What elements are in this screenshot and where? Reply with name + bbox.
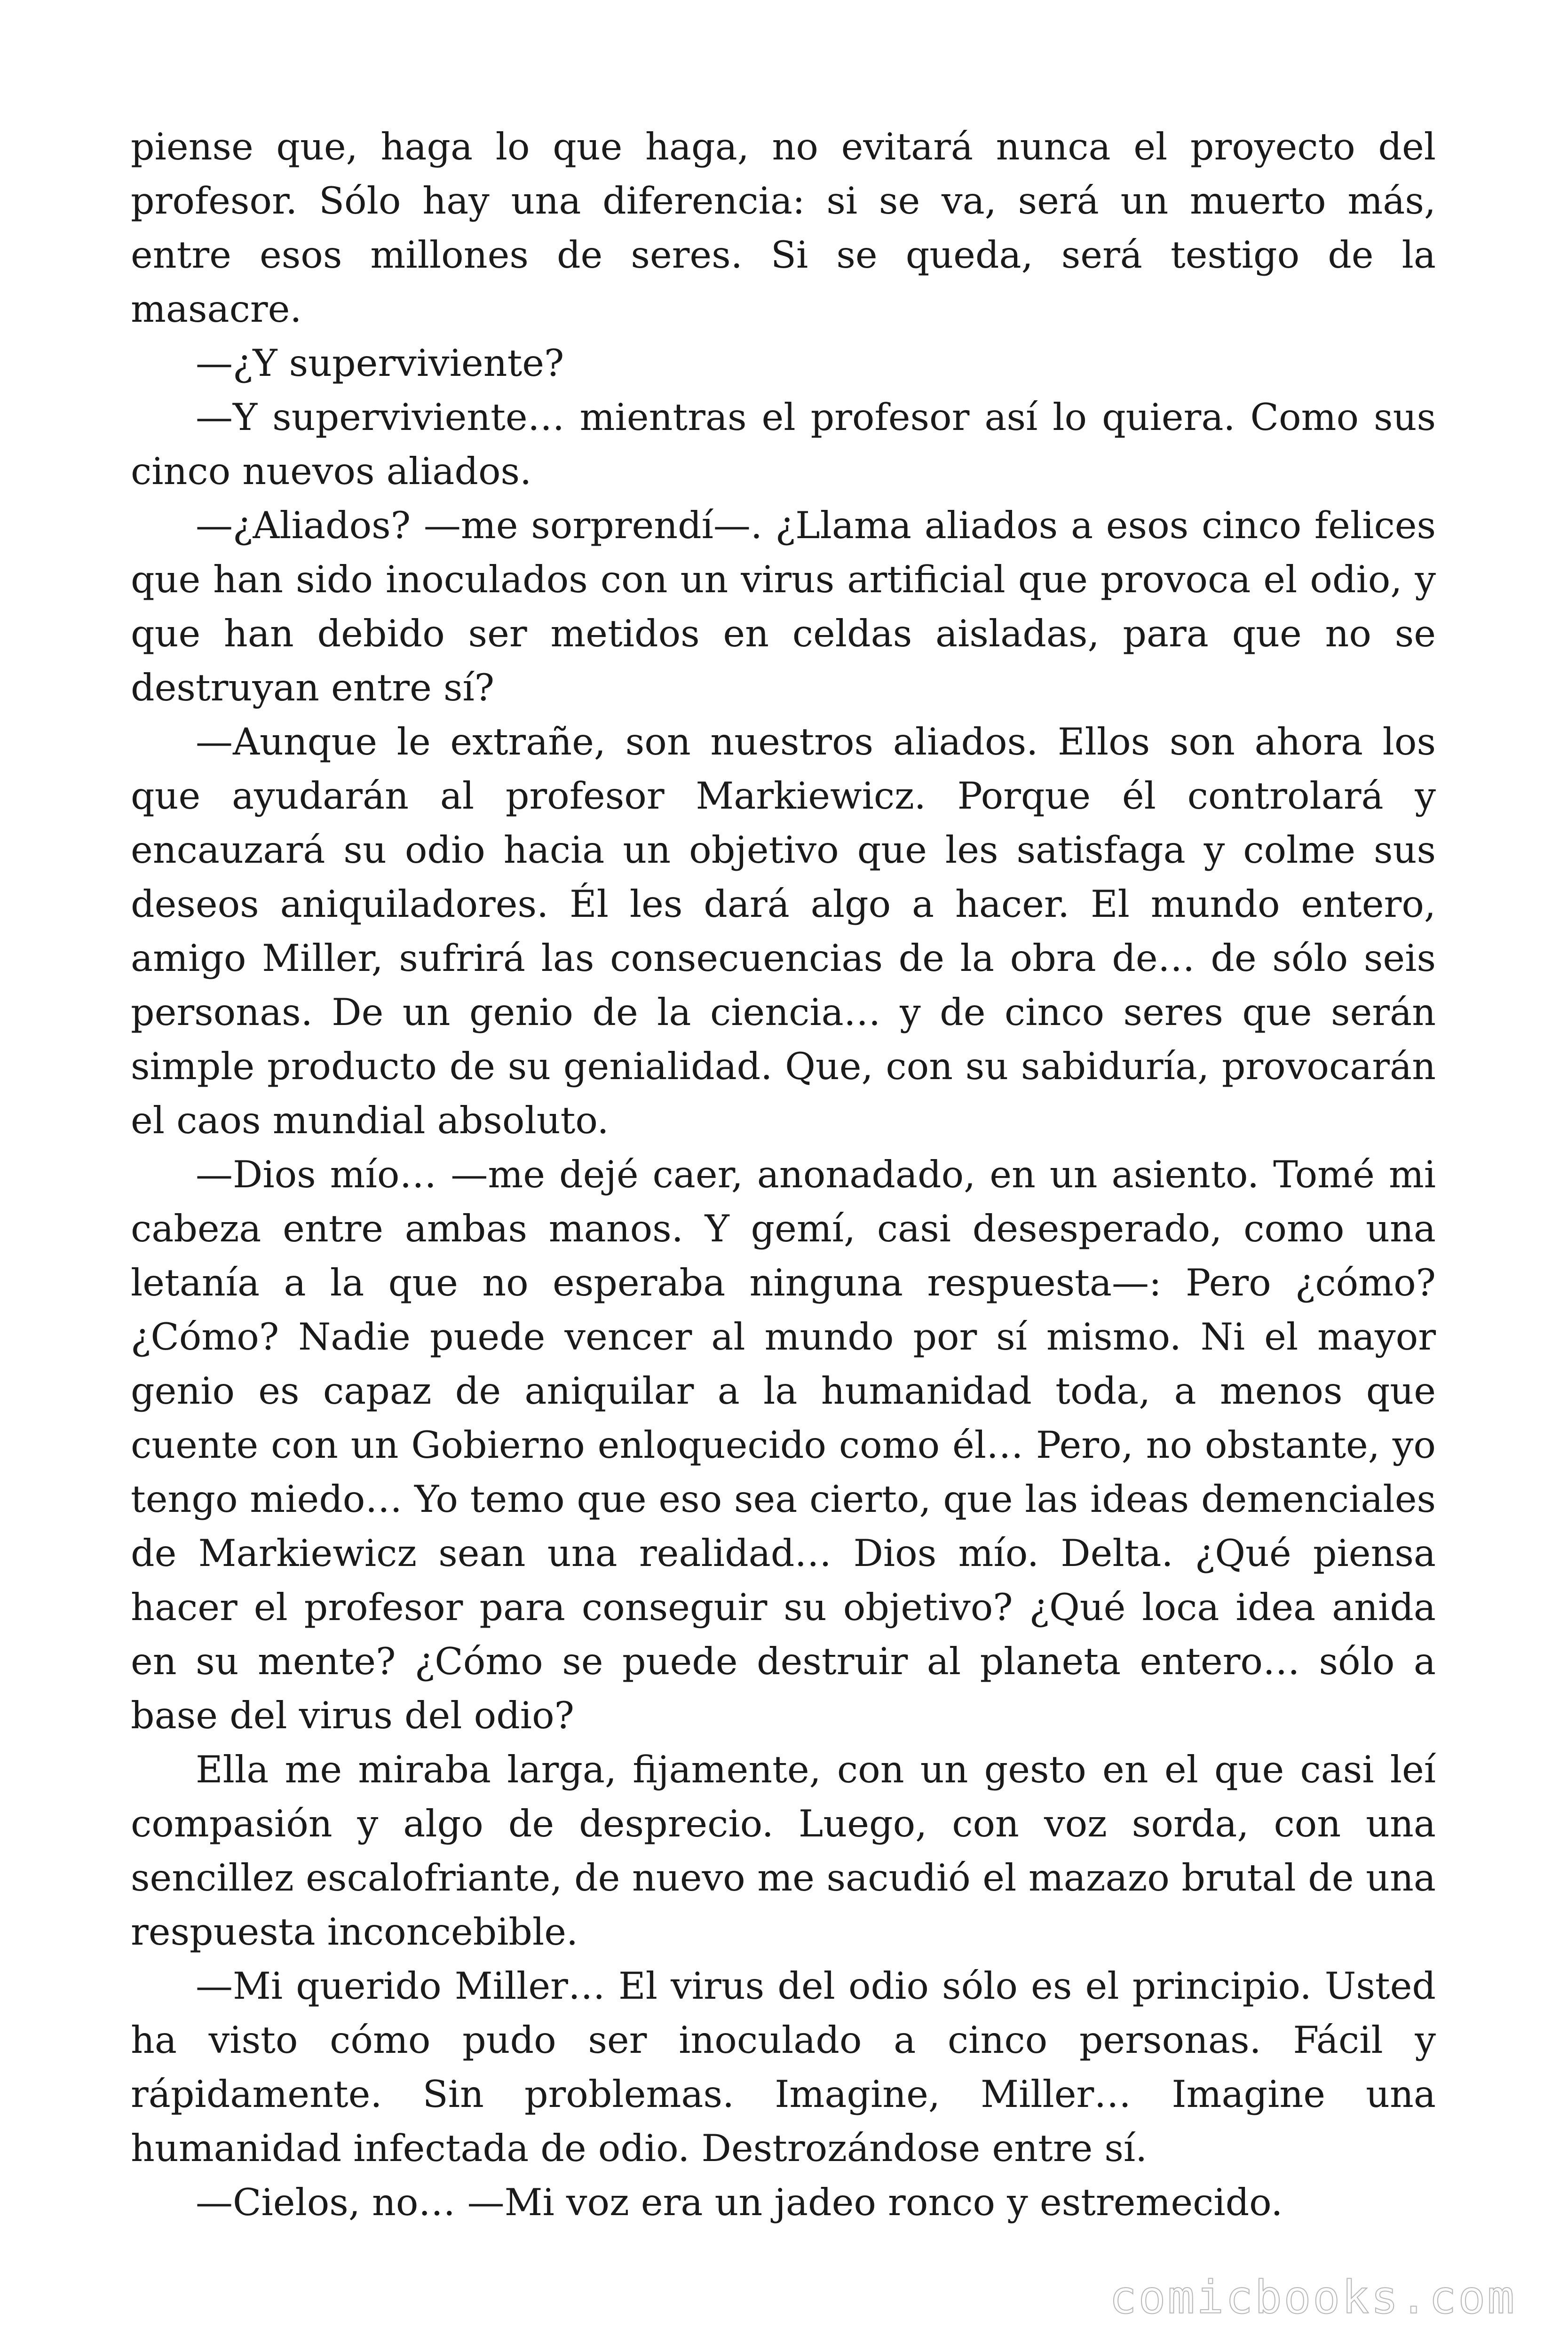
- paragraph-8: —Mi querido Miller… El virus del odio sólo es el principio. Usted ha visto cómo pudo ser inoculado a cinco personas. Fácil y rápidamente. Sin problemas. Imagine, Miller… Imagine una humanidad infectada de odio. Destrozándose entre sí.: [131, 1964, 1436, 2170]
- paragraph-7: Ella me miraba larga, fijamente, con un gesto en el que casi leí compasión y algo de desprecio. Luego, con voz sorda, con una sencillez escalofriante, de nuevo me sacudió el mazazo brutal de una respuesta inconcebible.: [131, 1748, 1436, 1954]
- paragraph-2: —¿Y superviviente?: [196, 342, 564, 385]
- paragraph-9: —Cielos, no… —Mi voz era un jadeo ronco y estremecido.: [196, 2181, 1283, 2224]
- paragraph-4: —¿Aliados? —me sorprendí—. ¿Llama aliados a esos cinco felices que han sido inoculados con un virus artificial que provoca el odio, y que han debido ser metidos en celdas aisladas, para que no se destruyan entre sí?: [131, 504, 1436, 709]
- page-text: [131, 120, 1436, 2230]
- paragraph-1: piense que, haga lo que haga, no evitará nunca el proyecto del profesor. Sólo hay una diferencia: si se va, será un muerto más, entre esos millones de seres. Si se queda, será testigo de la masacre.: [131, 125, 1436, 331]
- paragraph-5: —Aunque le extrañe, son nuestros aliados. Ellos son ahora los que ayudarán al profesor Markiewicz. Porque él controlará y encauzará su odio hacia un objetivo que les satisfaga y colme sus deseos aniquiladores. Él les dará algo a hacer. El mundo entero, amigo Miller, sufrirá las consecuencias de la obra de… de sólo seis personas. De un genio de la ciencia… y de cinco seres que serán simple producto de su genialidad. Que, con su sabiduría, provocarán el caos mundial absoluto.: [131, 720, 1436, 1142]
- paragraph-3: —Y superviviente… mientras el profesor así lo quiera. Como sus cinco nuevos aliados.: [131, 396, 1436, 493]
- watermark: comicbooks.com: [1109, 2271, 1516, 2324]
- paragraph-6: —Dios mío… —me dejé caer, anonadado, en un asiento. Tomé mi cabeza entre ambas manos. Y gemí, casi desesperado, como una letanía a la que no esperaba ninguna respuesta—: Pero ¿cómo? ¿Cómo? Nadie puede vencer al mundo por sí mismo. Ni el mayor genio es capaz de aniquilar a la humanidad toda, a menos que cuente con un Gobierno enloquecido como él… Pero, no obstante, yo tengo miedo… Yo temo que eso sea cierto, que las ideas demenciales de Markiewicz sean una realidad… Dios mío. Delta. ¿Qué piensa hacer el profesor para conseguir su objetivo? ¿Qué loca idea anida en su mente? ¿Cómo se puede destruir al planeta entero… sólo a base del virus del odio?: [131, 1153, 1436, 1737]
